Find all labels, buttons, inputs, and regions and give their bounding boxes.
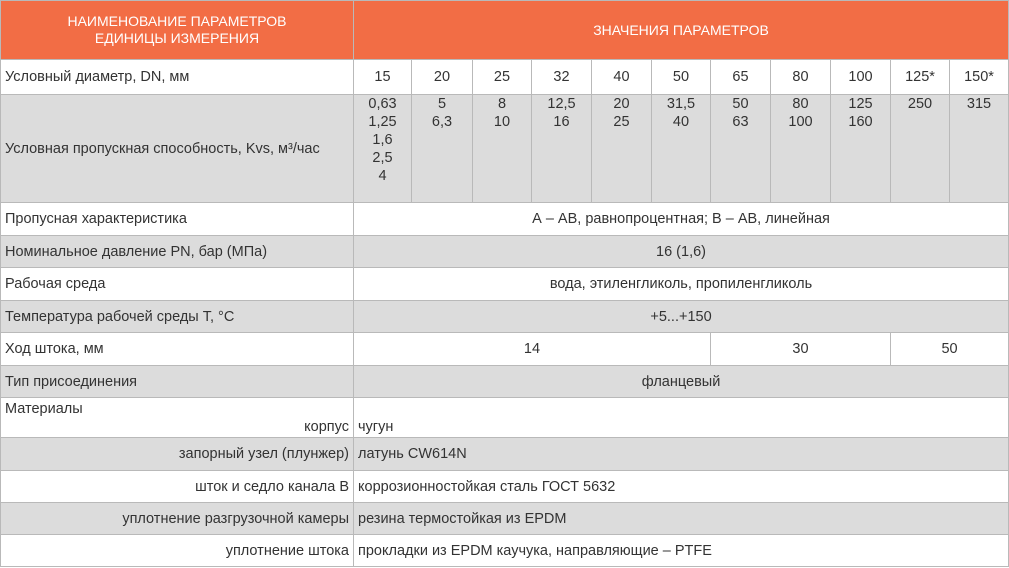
dn-value: 50	[652, 60, 711, 95]
flow-characteristic-value: А – АВ, равнопроцентная; В – АВ, линейная	[354, 203, 1009, 236]
kvs-cell	[592, 95, 652, 203]
kvs-value: 63	[732, 114, 749, 130]
materials-body-value: чугун	[354, 398, 1009, 438]
header-row	[1, 1, 1009, 60]
kvs-cell	[891, 95, 950, 203]
kvs-value: 160	[848, 114, 873, 130]
dn-value: 125*	[891, 60, 950, 95]
materials-title: Материалы	[5, 400, 83, 417]
kvs-value: 6,3	[431, 114, 453, 130]
materials-label-cell	[1, 398, 354, 438]
kvs-value: 250	[907, 96, 933, 112]
kvs-value: 16	[553, 114, 570, 130]
materials-plug-label: запорный узел (плунжер)	[1, 438, 354, 471]
row-materials-stem	[1, 471, 1009, 503]
kvs-cell	[771, 95, 831, 203]
kvs-value: 2,5	[372, 150, 393, 166]
row-stroke	[1, 333, 1009, 366]
dn-value: 32	[532, 60, 592, 95]
param-header-line1: НАИМЕНОВАНИЕ ПАРАМЕТРОВ	[67, 13, 287, 29]
materials-stem-label: шток и седло канала В	[1, 471, 354, 503]
materials-stem-seal-value: прокладки из EPDM каучука, направляющие – PTFE	[354, 535, 1009, 567]
kvs-cell	[950, 95, 1009, 203]
param-column-header	[1, 1, 354, 60]
dn-value: 40	[592, 60, 652, 95]
materials-plug-value: латунь CW614N	[354, 438, 1009, 471]
kvs-cell	[532, 95, 592, 203]
row-nominal-pressure	[1, 236, 1009, 268]
nominal-pressure-value: 16 (1,6)	[354, 236, 1009, 268]
kvs-label: Условная пропускная способность, Kvs, м³/час	[1, 95, 354, 203]
param-header-line2: ЕДИНИЦЫ ИЗМЕРЕНИЯ	[94, 30, 260, 46]
dn-value: 15	[354, 60, 412, 95]
kvs-value: 8	[497, 96, 507, 112]
dn-value: 150*	[950, 60, 1009, 95]
kvs-cell	[831, 95, 891, 203]
dn-value: 80	[771, 60, 831, 95]
row-temperature	[1, 301, 1009, 333]
materials-stem-seal-label: уплотнение штока	[1, 535, 354, 567]
kvs-value: 315	[966, 96, 992, 112]
row-medium	[1, 268, 1009, 301]
medium-value: вода, этиленгликоль, пропиленгликоль	[354, 268, 1009, 301]
row-materials-body	[1, 398, 1009, 438]
kvs-cell	[652, 95, 711, 203]
dn-label: Условный диаметр, DN, мм	[1, 60, 354, 95]
stroke-value: 14	[354, 333, 711, 366]
kvs-value: 5	[437, 96, 447, 112]
kvs-value: 1,25	[368, 114, 397, 130]
kvs-value: 25	[613, 114, 630, 130]
connection-label: Тип присоединения	[1, 366, 354, 398]
connection-value: фланцевый	[354, 366, 1009, 398]
dn-value: 20	[412, 60, 473, 95]
kvs-value: 100	[788, 114, 813, 130]
row-materials-plug	[1, 438, 1009, 471]
kvs-value: 4	[378, 168, 387, 184]
stroke-value: 50	[891, 333, 1009, 366]
kvs-cell	[711, 95, 771, 203]
kvs-value: 10	[493, 114, 511, 130]
row-materials-chamber-seal	[1, 503, 1009, 535]
medium-label: Рабочая среда	[1, 268, 354, 301]
row-kvs	[1, 95, 1009, 203]
materials-chamber-seal-value: резина термостойкая из EPDM	[354, 503, 1009, 535]
kvs-value: 125	[848, 96, 873, 112]
kvs-cell	[473, 95, 532, 203]
temperature-value: +5...+150	[354, 301, 1009, 333]
row-flow-characteristic	[1, 203, 1009, 236]
dn-value: 100	[831, 60, 891, 95]
kvs-value: 31,5	[666, 96, 696, 112]
row-connection	[1, 366, 1009, 398]
temperature-label: Температура рабочей среды Т, °С	[1, 301, 354, 333]
kvs-cell	[354, 95, 412, 203]
kvs-value: 1,6	[372, 132, 393, 148]
stroke-value: 30	[711, 333, 891, 366]
kvs-value: 50	[732, 96, 749, 112]
stroke-label: Ход штока, мм	[1, 333, 354, 366]
kvs-cell	[412, 95, 473, 203]
kvs-value: 40	[672, 114, 690, 130]
nominal-pressure-label: Номинальное давление PN, бар (МПа)	[1, 236, 354, 268]
kvs-value: 12,5	[547, 96, 576, 112]
kvs-value: 80	[792, 96, 809, 112]
materials-chamber-seal-label: уплотнение разгрузочной камеры	[1, 503, 354, 535]
materials-stem-value: коррозионностойкая сталь ГОСТ 5632	[354, 471, 1009, 503]
dn-value: 65	[711, 60, 771, 95]
kvs-value: 0,63	[368, 96, 397, 112]
dn-value: 25	[473, 60, 532, 95]
kvs-value: 20	[613, 96, 630, 112]
row-dn	[1, 60, 1009, 95]
values-column-header: ЗНАЧЕНИЯ ПАРАМЕТРОВ	[354, 1, 1009, 60]
materials-body-label: корпус	[304, 418, 349, 435]
row-materials-stem-seal	[1, 535, 1009, 567]
flow-characteristic-label: Пропусная характеристика	[1, 203, 354, 236]
